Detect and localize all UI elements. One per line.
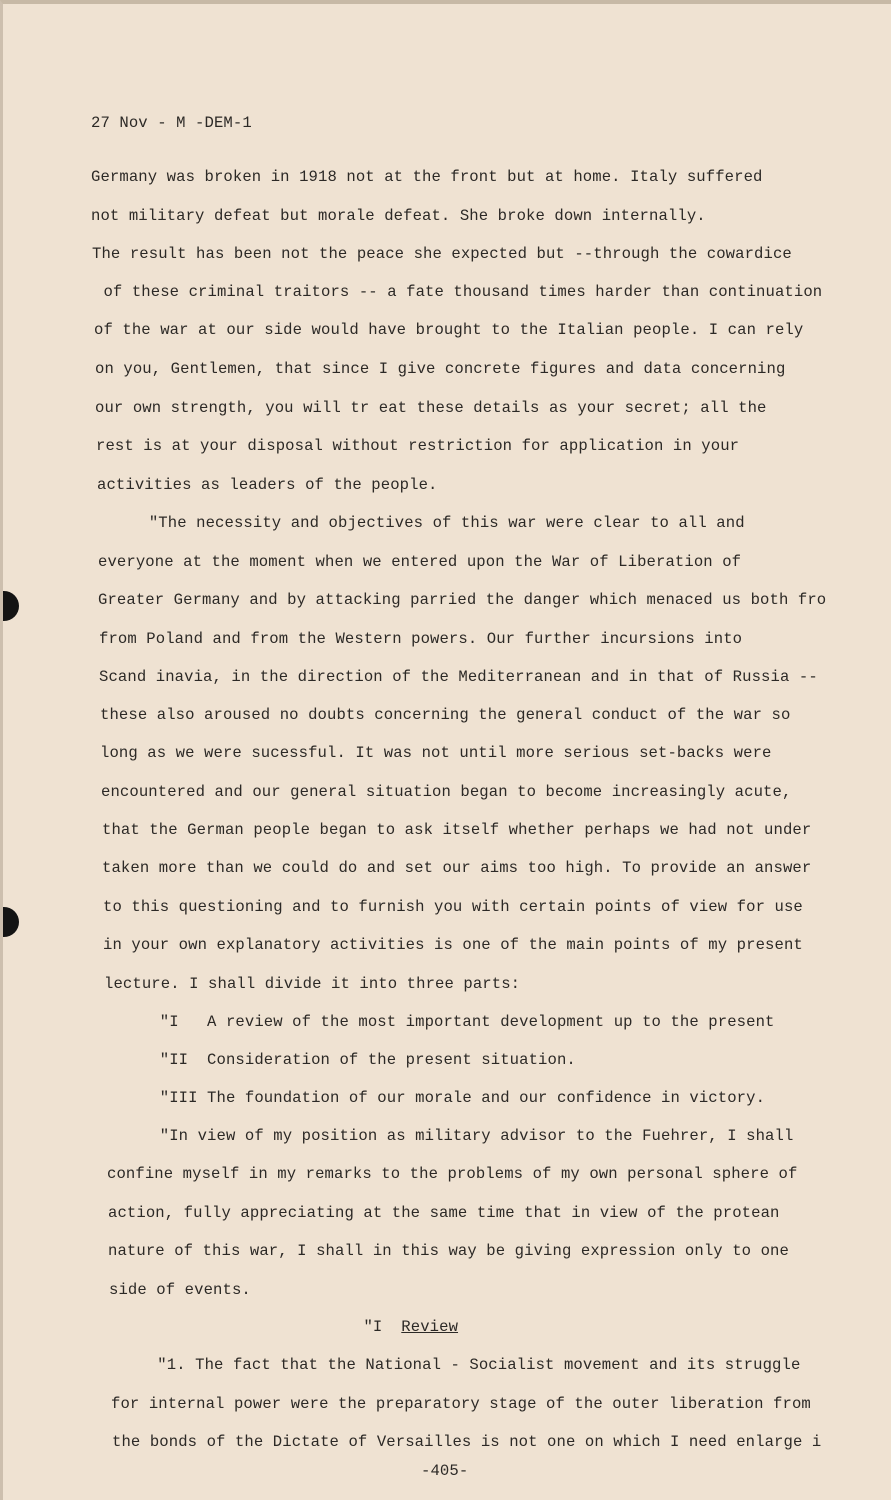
text-line: everyone at the moment when we entered upon the War of Liberation of <box>98 553 742 571</box>
text-line: of the war at our side would have brought to the Italian people. I can rely <box>94 321 804 339</box>
text-line: Scand inavia, in the direction of the Mediterranean and in that of Russia -- <box>99 668 818 686</box>
text-line: our own strength, you will tr eat these details as your secret; all the <box>95 399 767 417</box>
text-line: action, fully appreciating at the same time that in view of the protean <box>108 1204 780 1222</box>
outline-item: "III The foundation of our morale and our confidence in victory. <box>103 1089 766 1107</box>
text-line: encountered and our general situation began to become increasingly acute, <box>101 783 792 801</box>
text-line: nature of this war, I shall in this way be giving expression only to one <box>108 1242 789 1260</box>
outline-item: "I A review of the most important development up to the present <box>103 1013 775 1031</box>
text-line: of these criminal traitors -- a fate thousand times harder than continuation <box>94 283 823 301</box>
section-number: "I <box>127 1318 402 1336</box>
text-line: these also aroused no doubts concerning the general conduct of the war so <box>100 706 791 724</box>
text-line: taken more than we could do and set our aims too high. To provide an answer <box>102 859 812 877</box>
text-line: "The necessity and objectives of this war were clear to all and <box>111 514 745 532</box>
text-line: Germany was broken in 1918 not at the front but at home. Italy suffered <box>91 168 763 186</box>
text-line: for internal power were the preparatory stage of the outer liberation from <box>111 1395 811 1413</box>
document-header: 27 Nov - M -DEM-1 <box>91 114 252 132</box>
punch-hole <box>0 907 19 937</box>
text-line: the bonds of the Dictate of Versailles is not one on which I need enlarge i <box>112 1433 822 1451</box>
text-line: rest is at your disposal without restriction for application in your <box>96 437 740 455</box>
text-line: Greater Germany and by attacking parried the danger which menaced us both fro <box>98 591 827 609</box>
page-number: -405- <box>421 1462 469 1480</box>
text-line: in your own explanatory activities is one of the main points of my present <box>103 936 803 954</box>
text-line: activities as leaders of the people. <box>97 476 438 494</box>
text-line: The result has been not the peace she expected but --through the cowardice <box>92 245 792 263</box>
text-line: on you, Gentlemen, that since I give concrete figures and data concerning <box>95 360 786 378</box>
section-title: Review <box>401 1318 459 1336</box>
text-line: side of events. <box>109 1281 251 1299</box>
outline-item: "II Consideration of the present situation. <box>103 1051 576 1069</box>
text-line: not military defeat but morale defeat. She broke down internally. <box>91 207 706 225</box>
section-heading <box>127 1318 458 1336</box>
text-line: long as we were sucessful. It was not until more serious set-backs were <box>100 744 772 762</box>
text-line: lecture. I shall divide it into three parts: <box>104 975 521 993</box>
text-line: "1. The fact that the National - Socialist movement and its struggle <box>110 1356 801 1374</box>
punch-hole <box>0 591 19 621</box>
text-line: that the German people began to ask itself whether perhaps we had not under <box>102 821 812 839</box>
text-line: from Poland and from the Western powers. Our further incursions into <box>99 630 743 648</box>
text-line: "In view of my position as military advisor to the Fuehrer, I shall <box>103 1127 794 1145</box>
text-line: to this questioning and to furnish you with certain points of view for use <box>103 898 803 916</box>
text-line: confine myself in my remarks to the problems of my own personal sphere of <box>107 1165 798 1183</box>
